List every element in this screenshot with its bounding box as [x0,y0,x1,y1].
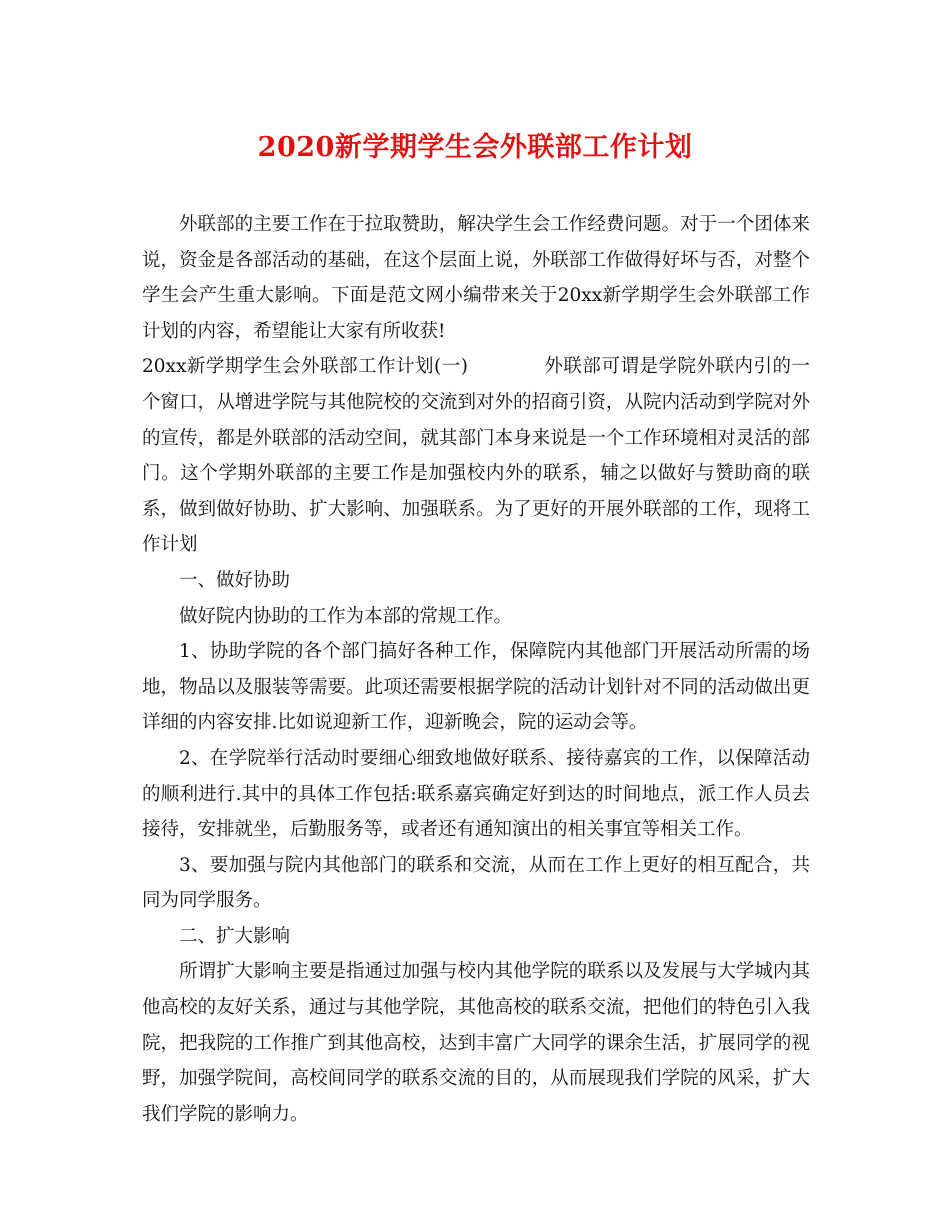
paragraph-assist-2: 2、在学院举行活动时要细心细致地做好联系、接待嘉宾的工作，以保障活动的顺利进行.其中的具体工作包括:联系嘉宾确定好到达的时间地点，派工作人员去接待，安排就坐，后勤服务等，或者还有通知演出的相关事宜等相关工作。 [142,747,810,841]
paragraph-influence: 所谓扩大影响主要是指通过加强与校内其他学院的联系以及发展与大学城内其他高校的友好关系，通过与其他学院，其他高校的联系交流，把他们的特色引入我院，把我院的工作推广到其他高校，达到丰富广大同学的课余生活，扩展同学的视野，加强学院间，高校间同学的联系交流的目的，从而展现我们学院的风采，扩大我们学院的影响力。 [142,961,810,1125]
document-title: 2020新学期学生会外联部工作计划 [257,132,693,163]
plan-heading-inline: 20xx新学期学生会外联部工作计划(一) [142,356,468,378]
paragraph-plan-intro [142,349,810,563]
paragraph-assist-1: 1、协助学院的各个部门搞好各种工作，保障院内其他部门开展活动所需的场地，物品以及服装等需要。此项还需要根据学院的活动计划针对不同的活动做出更详细的内容安排.比如说迎新工作，迎新晚会，院的运动会等。 [142,641,810,734]
paragraph-assist-3: 3、要加强与院内其他部门的联系和交流，从而在工作上更好的相互配合，共同为同学服务。 [142,854,810,912]
document-body [142,207,810,1132]
heading-influence: 二、扩大影响 [179,925,291,947]
heading-assist: 一、做好协助 [179,569,291,591]
paragraph-assist-intro: 做好院内协助的工作为本部的常规工作。 [179,605,513,627]
paragraph-intro: 外联部的主要工作在于拉取赞助，解决学生会工作经费问题。对于一个团体来说，资金是各部活动的基础，在这个层面上说，外联部工作做得好坏与否，对整个学生会产生重大影响。下面是范文网小编带来关于20xx新学期学生会外联部工作计划的内容，希望能让大家有所收获! [142,214,810,342]
paragraph-plan-text: 外联部可谓是学院外联内引的一个窗口，从增进学院与其他院校的交流到对外的招商引资，从院内活动到学院对外的宣传，都是外联部的活动空间，就其部门本身来说是一个工作环境相对灵活的部门。这个学期外联部的主要工作是加强校内外的联系，辅之以做好与赞助商的联系，做到做好协助、扩大影响、加强联系。为了更好的开展外联部的工作，现将工作计划 [142,356,810,556]
